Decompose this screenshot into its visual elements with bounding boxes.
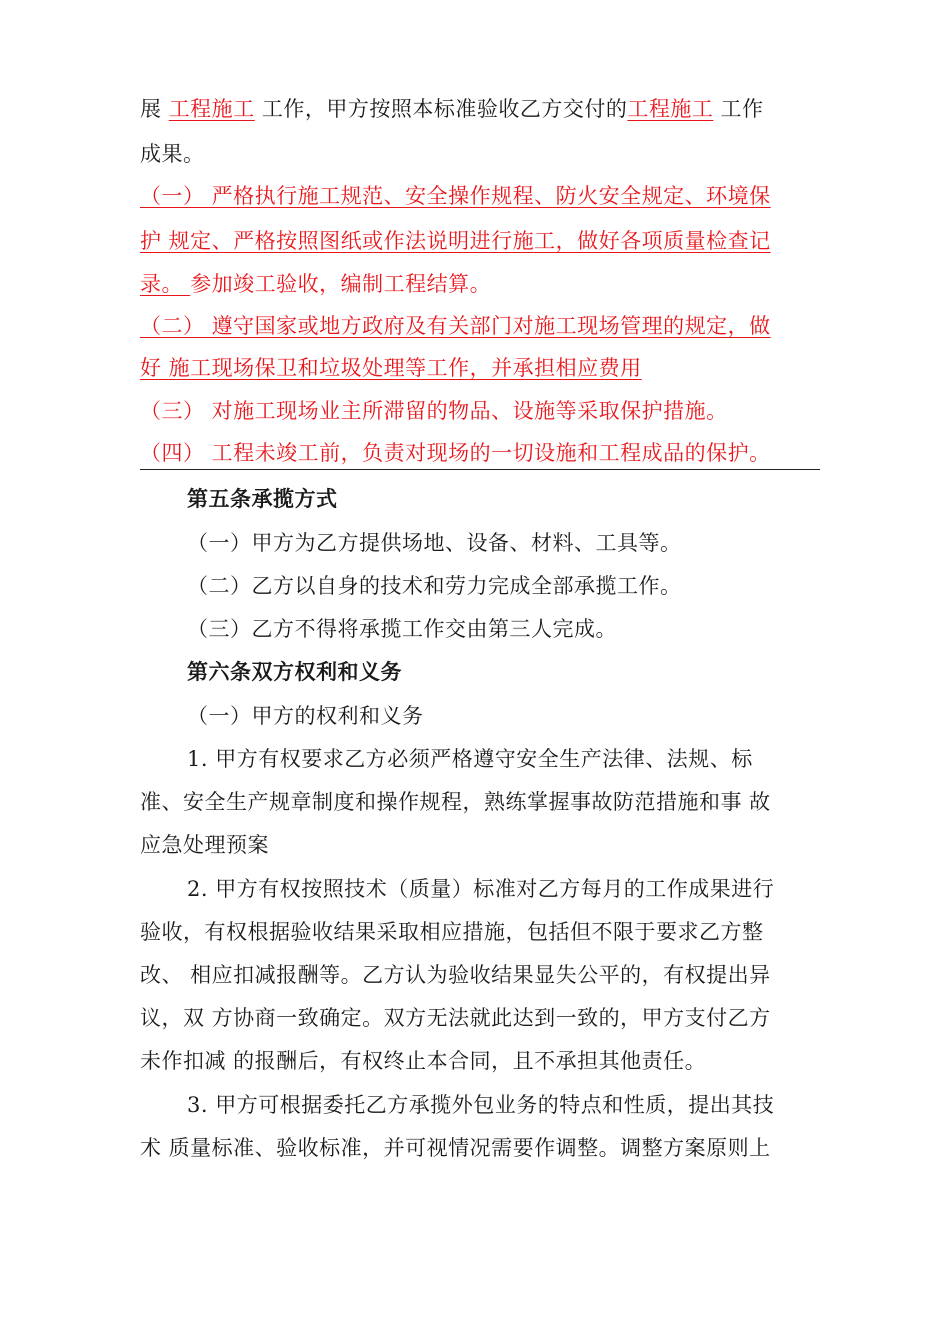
text-line: 成果。	[140, 142, 205, 166]
red-clause-line: 护 规定、严格按照图纸或作法说明进行施工，做好各项质量检查记	[140, 229, 771, 253]
text-fragment: 工作	[713, 97, 764, 121]
paragraph-line: 1. 甲方有权要求乙方必须严格遵守安全生产法律、法规、标	[187, 747, 753, 771]
text-fragment: 参加竣工验收，编制工程结算。	[190, 272, 492, 296]
red-underlined-term: 工程施工	[168, 97, 255, 121]
paragraph-line: 准、安全生产规章制度和操作规程，熟练掌握事故防范措施和事 故	[140, 790, 771, 814]
red-clause-line: （一） 严格执行施工规范、安全操作规程、防火安全规定、环境保	[140, 184, 771, 208]
paragraph-line: 未作扣减 的报酬后，有权终止本合同，且不承担其他责任。	[140, 1049, 707, 1073]
red-clause-line: 好 施工现场保卫和垃圾处理等工作，并承担相应费用	[140, 356, 642, 380]
red-clause-line: （三） 对施工现场业主所滞留的物品、设施等采取保护措施。	[140, 399, 728, 423]
paragraph-line: 议，双 方协商一致确定。双方无法就此达到一致的，甲方支付乙方	[140, 1006, 771, 1030]
article-6-subheading: （一）甲方的权利和义务	[187, 704, 424, 728]
text-fragment: 录。	[140, 272, 191, 296]
paragraph-line: 2. 甲方有权按照技术（质量）标准对乙方每月的工作成果进行	[187, 877, 775, 901]
article-5-item: （二）乙方以自身的技术和劳力完成全部承揽工作。	[187, 574, 682, 598]
article-5-item: （三）乙方不得将承揽工作交由第三人完成。	[187, 617, 617, 641]
text-fragment: 展	[140, 97, 169, 121]
paragraph-line: 验收，有权根据验收结果采取相应措施，包括但不限于要求乙方整	[140, 920, 764, 944]
text-fragment: 工作，甲方按照本标准验收乙方交付的	[254, 97, 628, 121]
horizontal-rule	[140, 469, 820, 470]
paragraph-line: 3. 甲方可根据委托乙方承揽外包业务的特点和性质，提出其技	[187, 1093, 775, 1117]
red-clause-line: （二） 遵守国家或地方政府及有关部门对施工现场管理的规定，做	[140, 314, 771, 338]
red-underlined-term: 工程施工	[627, 97, 714, 121]
article-5-heading: 第五条承揽方式	[187, 486, 338, 511]
text-line	[140, 94, 820, 124]
red-clause-line: （四） 工程未竣工前，负责对现场的一切设施和工程成品的保护。	[140, 441, 771, 465]
article-5-item: （一）甲方为乙方提供场地、设备、材料、工具等。	[187, 531, 682, 555]
paragraph-line: 改、 相应扣减报酬等。乙方认为验收结果显失公平的，有权提出异	[140, 963, 771, 987]
paragraph-line: 应急处理预案	[140, 833, 269, 857]
paragraph-line: 术 质量标准、验收标准，并可视情况需要作调整。调整方案原则上	[140, 1136, 771, 1160]
red-clause-line	[140, 269, 820, 299]
article-6-heading: 第六条双方权利和义务	[187, 659, 402, 684]
